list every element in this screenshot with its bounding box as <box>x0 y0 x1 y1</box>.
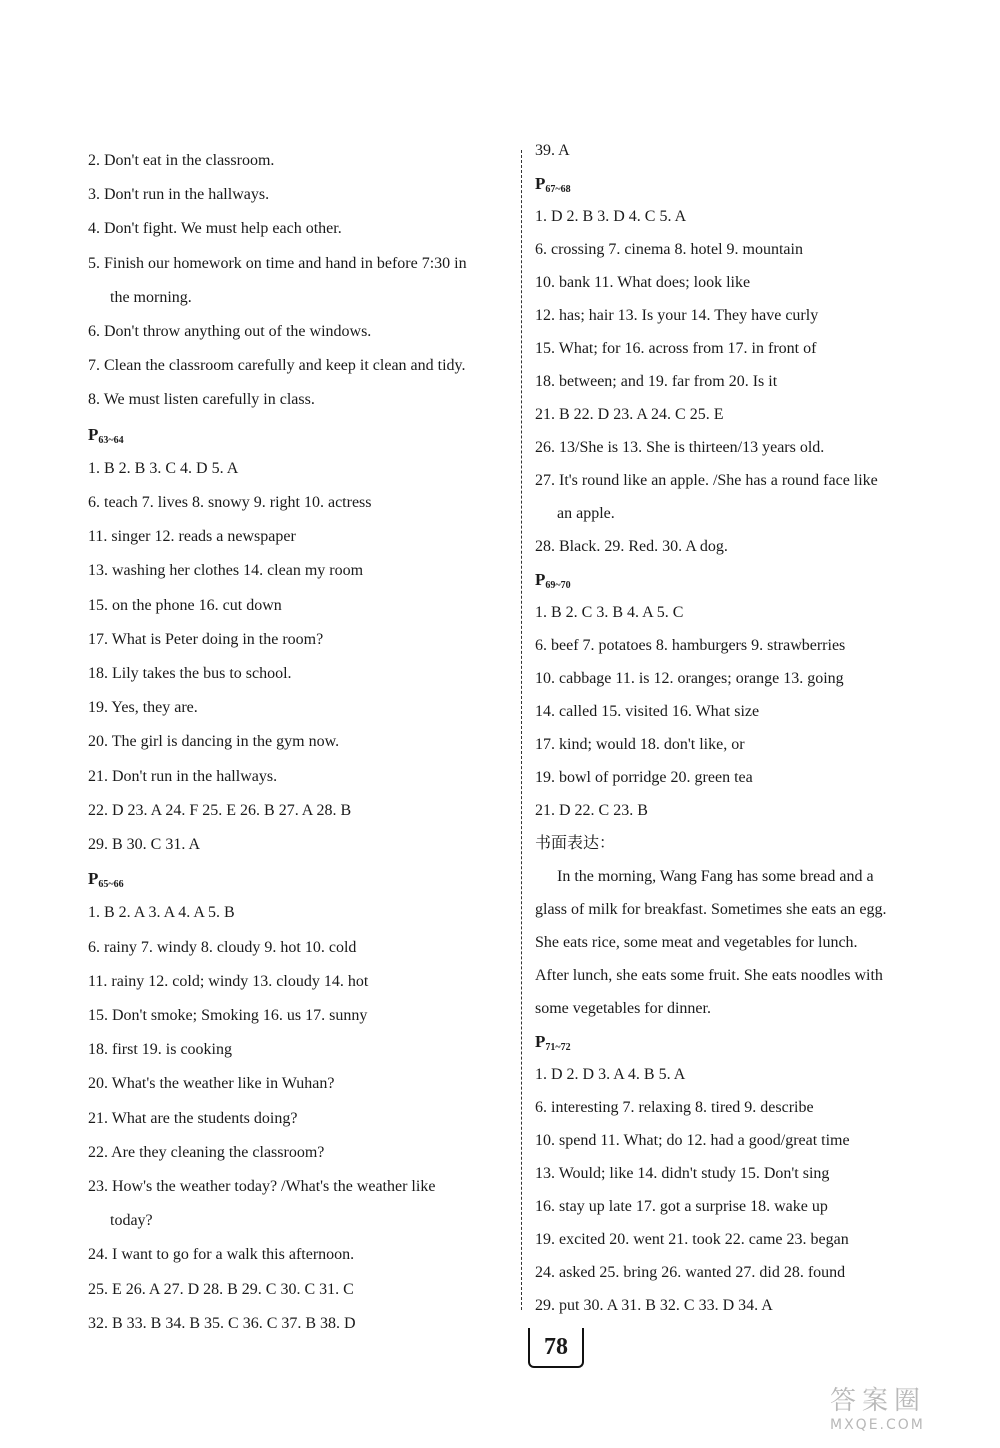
answer-line: 1. B 2. B 3. C 4. D 5. A <box>88 459 239 477</box>
answer-line: 5. Finish our homework on time and hand in before 7:30 in <box>88 254 467 272</box>
answer-line: 6. Don't throw anything out of the windows. <box>88 323 372 340</box>
answer-line: 17. What is Peter doing in the room? <box>88 630 324 648</box>
answer-line: 6. teach 7. lives 8. snowy 9. right 10. actress <box>88 494 372 511</box>
answer-line: 10. cabbage 11. is 12. oranges; orange 13. going <box>535 670 844 687</box>
answer-line: 21. B 22. D 23. A 24. C 25. E <box>535 406 724 423</box>
answer-line: 21. What are the students doing? <box>88 1109 298 1127</box>
column-divider <box>521 150 522 1310</box>
answer-line: 18. Lily takes the bus to school. <box>88 665 292 682</box>
section-heading: $P_{69\sim 70}$ <box>535 570 571 591</box>
watermark-url: MXQE.COM <box>830 1417 925 1433</box>
section-heading: $P_{63\sim 64}$ <box>88 424 124 446</box>
answer-line: 7. Clean the classroom carefully and keep it clean and tidy. <box>88 357 466 375</box>
answer-line: 20. What's the weather like in Wuhan? <box>88 1075 335 1093</box>
answer-line: some vegetables for dinner. <box>535 1000 711 1017</box>
answer-line: In the morning, Wang Fang has some bread and a <box>557 868 874 885</box>
answer-line: 1. D 2. B 3. D 4. C 5. A <box>535 208 687 225</box>
answer-line: 4. Don't fight. We must help each other. <box>88 220 342 238</box>
answer-line: 8. We must listen carefully in class. <box>88 391 315 409</box>
answer-line: 13. washing her clothes 14. clean my room <box>88 562 364 580</box>
answer-line: 25. E 26. A 27. D 28. B 29. C 30. C 31. C <box>88 1280 354 1298</box>
answer-line: glass of milk for breakfast. Sometimes she eats an egg. <box>535 901 887 918</box>
answer-line: 3. Don't run in the hallways. <box>88 186 270 204</box>
answer-line: 11. rainy 12. cold; windy 13. cloudy 14. hot <box>88 972 369 990</box>
answer-line: 26. 13/She is 13. She is thirteen/13 years old. <box>535 439 825 456</box>
answer-line: 19. excited 20. went 21. took 22. came 23. began <box>535 1231 849 1248</box>
answer-line: 19. bowl of porridge 20. green tea <box>535 769 753 786</box>
answer-line: 10. spend 11. What; do 12. had a good/great time <box>535 1132 850 1149</box>
answer-line: 39. A <box>535 142 570 159</box>
answer-line: 24. I want to go for a walk this afternoon. <box>88 1246 355 1264</box>
answer-line: 21. Don't run in the hallways. <box>88 767 278 785</box>
answer-line: 21. D 22. C 23. B <box>535 802 648 819</box>
answer-line: 16. stay up late 17. got a surprise 18. wake up <box>535 1198 828 1215</box>
watermark-text: 答案圈 <box>830 1386 927 1416</box>
answer-line: 20. The girl is dancing in the gym now. <box>88 733 340 751</box>
answer-line: 1. B 2. C 3. B 4. A 5. C <box>535 604 684 621</box>
answer-line: 23. How's the weather today? /What's the weather like <box>88 1178 436 1195</box>
answer-line: After lunch, she eats some fruit. She eats noodles with <box>535 967 883 984</box>
answer-line: 32. B 33. B 34. B 35. C 36. C 37. B 38. D <box>88 1314 356 1332</box>
answer-line: 6. interesting 7. relaxing 8. tired 9. describe <box>535 1099 814 1116</box>
answer-line: 15. on the phone 16. cut down <box>88 596 282 614</box>
answer-line: 书面表达： <box>535 835 616 852</box>
answer-line: 6. rainy 7. windy 8. cloudy 9. hot 10. cold <box>88 938 357 956</box>
answer-line: an apple. <box>557 505 615 522</box>
answer-line: 22. D 23. A 24. F 25. E 26. B 27. A 28. B <box>88 801 352 819</box>
answer-line: 13. Would; like 14. didn't study 15. Don't sing <box>535 1165 830 1182</box>
answer-line: 18. between; and 19. far from 20. Is it <box>535 373 778 390</box>
answer-line: 22. Are they cleaning the classroom? <box>88 1143 325 1161</box>
answer-line: 6. beef 7. potatoes 8. hamburgers 9. strawberries <box>535 637 846 654</box>
answer-line: 1. D 2. D 3. A 4. B 5. A <box>535 1066 686 1083</box>
answer-line: 17. kind; would 18. don't like, or <box>535 736 745 753</box>
answer-line: 14. called 15. visited 16. What size <box>535 703 760 720</box>
answer-line: 29. put 30. A 31. B 32. C 33. D 34. A <box>535 1297 773 1314</box>
page-number: 78 <box>528 1328 584 1368</box>
answer-line: 12. has; hair 13. Is your 14. They have curly <box>535 307 819 324</box>
answer-line: 15. What; for 16. across from 17. in front of <box>535 340 817 357</box>
answer-line: She eats rice, some meat and vegetables for lunch. <box>535 934 858 951</box>
answer-line: 27. It's round like an apple. /She has a round face like <box>535 472 878 489</box>
section-heading: $P_{71\sim 72}$ <box>535 1032 571 1053</box>
answer-line: 6. crossing 7. cinema 8. hotel 9. mountain <box>535 241 803 258</box>
answer-line: 18. first 19. is cooking <box>88 1041 232 1059</box>
section-heading: $P_{67\sim 68}$ <box>535 174 571 195</box>
answer-line: 11. singer 12. reads a newspaper <box>88 528 296 546</box>
answer-line: the morning. <box>110 288 192 306</box>
answer-line: 15. Don't smoke; Smoking 16. us 17. sunny <box>88 1007 368 1024</box>
answer-line: today? <box>110 1212 153 1230</box>
answer-line: 24. asked 25. bring 26. wanted 27. did 28. found <box>535 1264 846 1281</box>
answer-line: 1. B 2. A 3. A 4. A 5. B <box>88 904 235 922</box>
section-heading: $P_{65\sim 66}$ <box>88 869 124 891</box>
answer-line: 2. Don't eat in the classroom. <box>88 152 275 169</box>
watermark-logo <box>830 1380 980 1440</box>
answer-line: 28. Black. 29. Red. 30. A dog. <box>535 538 728 555</box>
answer-line: 19. Yes, they are. <box>88 699 198 717</box>
answer-line: 29. B 30. C 31. A <box>88 836 201 853</box>
answer-line: 10. bank 11. What does; look like <box>535 274 751 291</box>
